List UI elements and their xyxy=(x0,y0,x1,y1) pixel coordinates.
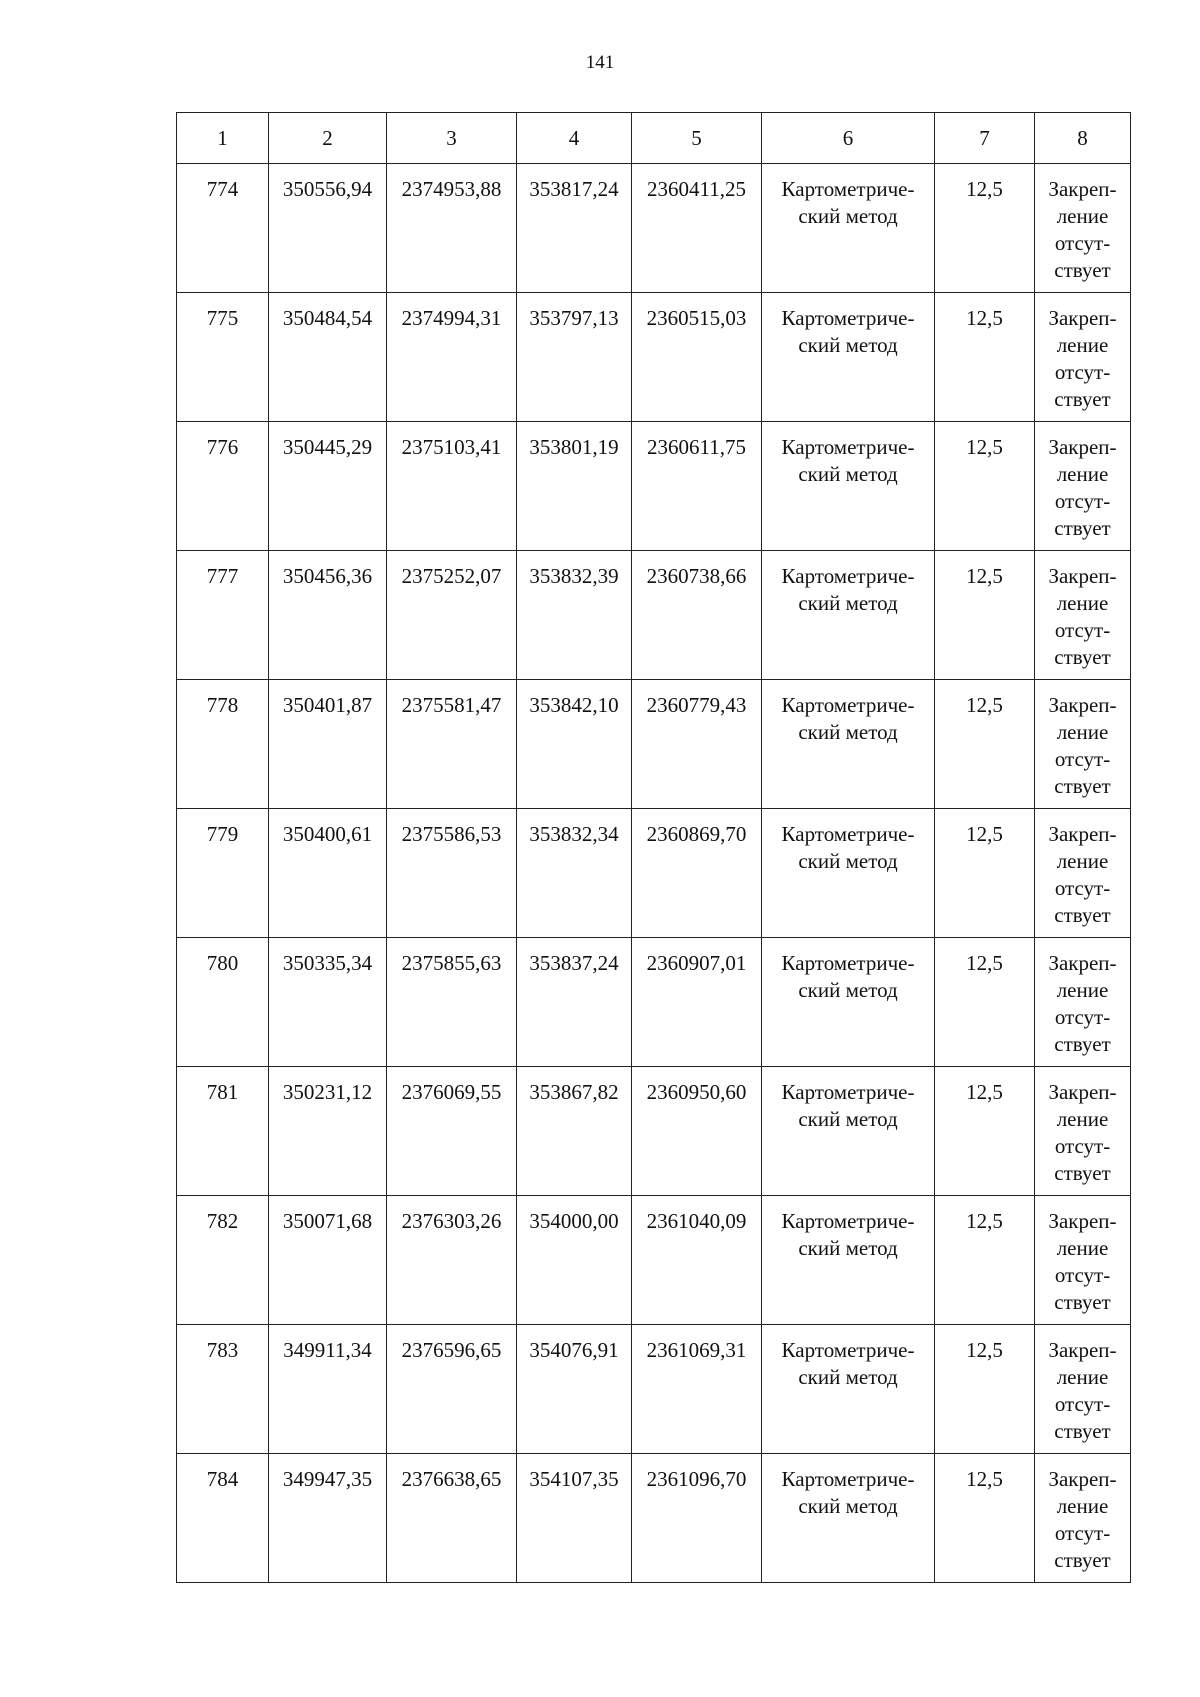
point-number-cell: 780 xyxy=(177,938,269,1067)
accuracy-cell: 12,5 xyxy=(935,680,1035,809)
table-row xyxy=(177,1196,1131,1325)
method-cell: Картометриче- ский метод xyxy=(762,809,935,938)
column-header: 7 xyxy=(935,113,1035,164)
coordinate-cell: 2360411,25 xyxy=(632,164,762,293)
coordinate-cell: 353832,34 xyxy=(517,809,632,938)
accuracy-cell: 12,5 xyxy=(935,422,1035,551)
point-number-cell: 778 xyxy=(177,680,269,809)
coordinate-cell: 353837,24 xyxy=(517,938,632,1067)
accuracy-cell: 12,5 xyxy=(935,809,1035,938)
coordinate-cell: 349947,35 xyxy=(269,1454,387,1583)
table-row xyxy=(177,1067,1131,1196)
column-header: 4 xyxy=(517,113,632,164)
coordinate-cell: 2360907,01 xyxy=(632,938,762,1067)
accuracy-cell: 12,5 xyxy=(935,938,1035,1067)
coordinate-cell: 350231,12 xyxy=(269,1067,387,1196)
column-header: 5 xyxy=(632,113,762,164)
fixation-cell: Закреп- ление отсут- ствует xyxy=(1035,938,1131,1067)
coordinate-cell: 350556,94 xyxy=(269,164,387,293)
coordinate-cell: 2360515,03 xyxy=(632,293,762,422)
method-cell: Картометриче- ский метод xyxy=(762,1454,935,1583)
coordinate-cell: 2361069,31 xyxy=(632,1325,762,1454)
coordinate-cell: 350071,68 xyxy=(269,1196,387,1325)
column-header: 3 xyxy=(387,113,517,164)
fixation-cell: Закреп- ление отсут- ствует xyxy=(1035,680,1131,809)
coordinate-cell: 353817,24 xyxy=(517,164,632,293)
point-number-cell: 777 xyxy=(177,551,269,680)
fixation-cell: Закреп- ление отсут- ствует xyxy=(1035,293,1131,422)
method-cell: Картометриче- ский метод xyxy=(762,551,935,680)
coordinate-cell: 2361096,70 xyxy=(632,1454,762,1583)
coordinate-cell: 2375586,53 xyxy=(387,809,517,938)
table-row xyxy=(177,1325,1131,1454)
method-cell: Картометриче- ский метод xyxy=(762,164,935,293)
method-cell: Картометриче- ский метод xyxy=(762,1325,935,1454)
coordinate-cell: 350484,54 xyxy=(269,293,387,422)
column-header: 6 xyxy=(762,113,935,164)
table-row xyxy=(177,293,1131,422)
coordinate-cell: 2374953,88 xyxy=(387,164,517,293)
point-number-cell: 779 xyxy=(177,809,269,938)
method-cell: Картометриче- ский метод xyxy=(762,1067,935,1196)
coordinate-cell: 350335,34 xyxy=(269,938,387,1067)
coordinate-cell: 2361040,09 xyxy=(632,1196,762,1325)
accuracy-cell: 12,5 xyxy=(935,1196,1035,1325)
accuracy-cell: 12,5 xyxy=(935,1325,1035,1454)
coordinate-cell: 2375581,47 xyxy=(387,680,517,809)
fixation-cell: Закреп- ление отсут- ствует xyxy=(1035,809,1131,938)
fixation-cell: Закреп- ление отсут- ствует xyxy=(1035,551,1131,680)
method-cell: Картометриче- ский метод xyxy=(762,1196,935,1325)
column-header: 1 xyxy=(177,113,269,164)
accuracy-cell: 12,5 xyxy=(935,551,1035,680)
coordinates-table xyxy=(176,112,1131,1583)
coordinate-cell: 353867,82 xyxy=(517,1067,632,1196)
method-cell: Картометриче- ский метод xyxy=(762,293,935,422)
coordinate-cell: 2375252,07 xyxy=(387,551,517,680)
coordinate-cell: 350401,87 xyxy=(269,680,387,809)
fixation-cell: Закреп- ление отсут- ствует xyxy=(1035,1325,1131,1454)
coordinate-cell: 353832,39 xyxy=(517,551,632,680)
table-row xyxy=(177,551,1131,680)
coordinate-cell: 2374994,31 xyxy=(387,293,517,422)
point-number-cell: 775 xyxy=(177,293,269,422)
coordinate-cell: 2360738,66 xyxy=(632,551,762,680)
coordinate-cell: 2376638,65 xyxy=(387,1454,517,1583)
page-number: 141 xyxy=(585,52,615,73)
fixation-cell: Закреп- ление отсут- ствует xyxy=(1035,422,1131,551)
coordinate-cell: 2360779,43 xyxy=(632,680,762,809)
coordinate-cell: 350456,36 xyxy=(269,551,387,680)
table-row xyxy=(177,1454,1131,1583)
coordinate-cell: 350445,29 xyxy=(269,422,387,551)
accuracy-cell: 12,5 xyxy=(935,164,1035,293)
coordinate-cell: 354000,00 xyxy=(517,1196,632,1325)
coordinate-cell: 353801,19 xyxy=(517,422,632,551)
accuracy-cell: 12,5 xyxy=(935,1454,1035,1583)
coordinate-cell: 2376303,26 xyxy=(387,1196,517,1325)
fixation-cell: Закреп- ление отсут- ствует xyxy=(1035,1454,1131,1583)
method-cell: Картометриче- ский метод xyxy=(762,680,935,809)
point-number-cell: 774 xyxy=(177,164,269,293)
point-number-cell: 783 xyxy=(177,1325,269,1454)
coordinate-cell: 350400,61 xyxy=(269,809,387,938)
point-number-cell: 782 xyxy=(177,1196,269,1325)
coordinate-cell: 353842,10 xyxy=(517,680,632,809)
coordinate-cell: 2360611,75 xyxy=(632,422,762,551)
point-number-cell: 776 xyxy=(177,422,269,551)
coordinate-cell: 354107,35 xyxy=(517,1454,632,1583)
fixation-cell: Закреп- ление отсут- ствует xyxy=(1035,164,1131,293)
coordinate-cell: 354076,91 xyxy=(517,1325,632,1454)
column-header: 2 xyxy=(269,113,387,164)
coordinate-cell: 353797,13 xyxy=(517,293,632,422)
method-cell: Картометриче- ский метод xyxy=(762,938,935,1067)
accuracy-cell: 12,5 xyxy=(935,293,1035,422)
fixation-cell: Закреп- ление отсут- ствует xyxy=(1035,1067,1131,1196)
coordinate-cell: 2360869,70 xyxy=(632,809,762,938)
table-row xyxy=(177,938,1131,1067)
column-header: 8 xyxy=(1035,113,1131,164)
coordinate-cell: 2375855,63 xyxy=(387,938,517,1067)
table-row xyxy=(177,422,1131,551)
table-row xyxy=(177,809,1131,938)
coordinate-cell: 2375103,41 xyxy=(387,422,517,551)
table-row xyxy=(177,680,1131,809)
table-header-row xyxy=(177,113,1131,164)
fixation-cell: Закреп- ление отсут- ствует xyxy=(1035,1196,1131,1325)
coordinate-cell: 2360950,60 xyxy=(632,1067,762,1196)
accuracy-cell: 12,5 xyxy=(935,1067,1035,1196)
coordinate-cell: 2376596,65 xyxy=(387,1325,517,1454)
coordinate-cell: 349911,34 xyxy=(269,1325,387,1454)
point-number-cell: 784 xyxy=(177,1454,269,1583)
method-cell: Картометриче- ский метод xyxy=(762,422,935,551)
coordinate-cell: 2376069,55 xyxy=(387,1067,517,1196)
point-number-cell: 781 xyxy=(177,1067,269,1196)
table-row xyxy=(177,164,1131,293)
